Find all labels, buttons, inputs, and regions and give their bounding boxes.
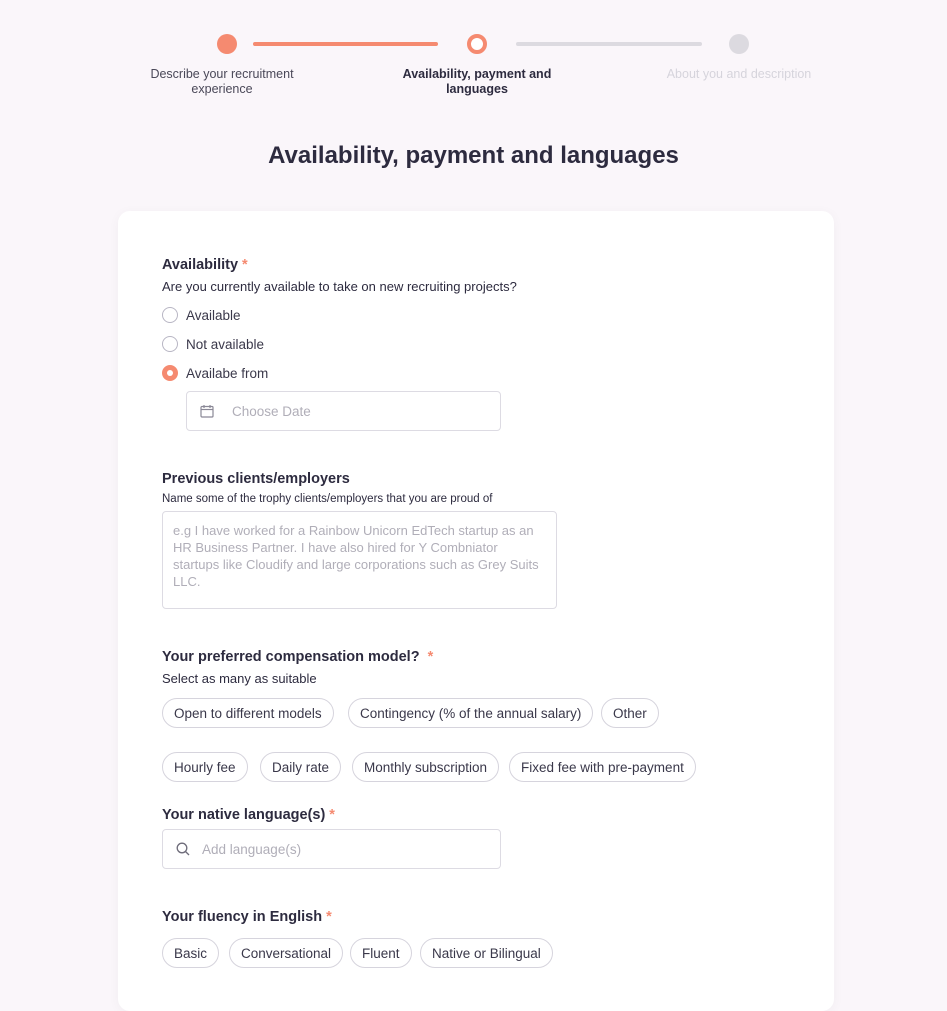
fluency-label: [162, 909, 332, 925]
date-placeholder: Choose Date: [232, 403, 311, 419]
native-language-label: [162, 807, 335, 823]
chip-other[interactable]: Other: [601, 698, 659, 728]
availability-question: Are you currently available to take on new recruiting projects?: [162, 279, 517, 294]
step-1-label[interactable]: Describe your recruitment experience: [150, 67, 294, 96]
clients-textarea[interactable]: [162, 511, 557, 609]
required-marker: *: [326, 909, 332, 925]
step-connector-upcoming: [516, 42, 702, 46]
radio-circle[interactable]: [162, 336, 178, 352]
chip-native-or-bilingual[interactable]: Native or Bilingual: [420, 938, 553, 968]
step-1-dot: [217, 34, 237, 54]
availability-label: [162, 257, 248, 273]
availability-label-text: Availability: [162, 257, 239, 273]
chip-monthly-subscription[interactable]: Monthly subscription: [352, 752, 499, 782]
step-2-dot: [467, 34, 487, 54]
radio-available[interactable]: [162, 307, 241, 323]
page-title: Availability, payment and languages: [268, 142, 679, 169]
search-icon: [176, 842, 190, 856]
language-placeholder: Add language(s): [202, 841, 302, 857]
required-marker: *: [427, 649, 434, 665]
radio-not-available[interactable]: [162, 336, 264, 352]
chip-fixed-fee[interactable]: Fixed fee with pre-payment: [509, 752, 696, 782]
compensation-label-text: Your preferred compensation model?: [162, 649, 420, 665]
language-search-input[interactable]: [162, 829, 501, 869]
form-card: [118, 211, 834, 1011]
date-input[interactable]: [186, 391, 501, 431]
radio-available-from[interactable]: [162, 365, 268, 381]
chip-hourly-fee[interactable]: Hourly fee: [162, 752, 248, 782]
chip-basic[interactable]: Basic: [162, 938, 219, 968]
clients-help: Name some of the trophy clients/employers that you are proud of: [162, 493, 493, 505]
step-3-label: About you and description: [666, 67, 812, 81]
required-marker: *: [329, 807, 335, 823]
fluency-label-text: Your fluency in English: [162, 909, 323, 925]
chip-open-to-different-models[interactable]: Open to different models: [162, 698, 334, 728]
chip-daily-rate[interactable]: Daily rate: [260, 752, 341, 782]
step-3-dot: [729, 34, 749, 54]
radio-label: Availabe from: [186, 365, 269, 381]
native-label-text: Your native language(s): [162, 807, 326, 823]
chip-fluent[interactable]: Fluent: [350, 938, 412, 968]
compensation-help: Select as many as suitable: [162, 671, 317, 686]
radio-label: Available: [186, 307, 241, 323]
compensation-label: [162, 649, 433, 665]
step-connector-complete: [253, 42, 438, 46]
step-2-label: Availability, payment and languages: [402, 67, 552, 96]
calendar-icon: [200, 404, 214, 418]
radio-label: Not available: [186, 336, 265, 352]
radio-circle[interactable]: [162, 307, 178, 323]
clients-placeholder: e.g I have worked for a Rainbow Unicorn EdTech startup as an HR Business Partner. I have also hired for Y Combniator startups like Cloudify and large corporations such as Grey Suits LLC.: [173, 523, 539, 589]
radio-circle-selected[interactable]: [162, 365, 178, 381]
clients-label: Previous clients/employers: [162, 471, 350, 487]
chip-contingency[interactable]: Contingency (% of the annual salary): [348, 698, 593, 728]
required-marker: *: [242, 257, 248, 273]
chip-conversational[interactable]: Conversational: [229, 938, 343, 968]
